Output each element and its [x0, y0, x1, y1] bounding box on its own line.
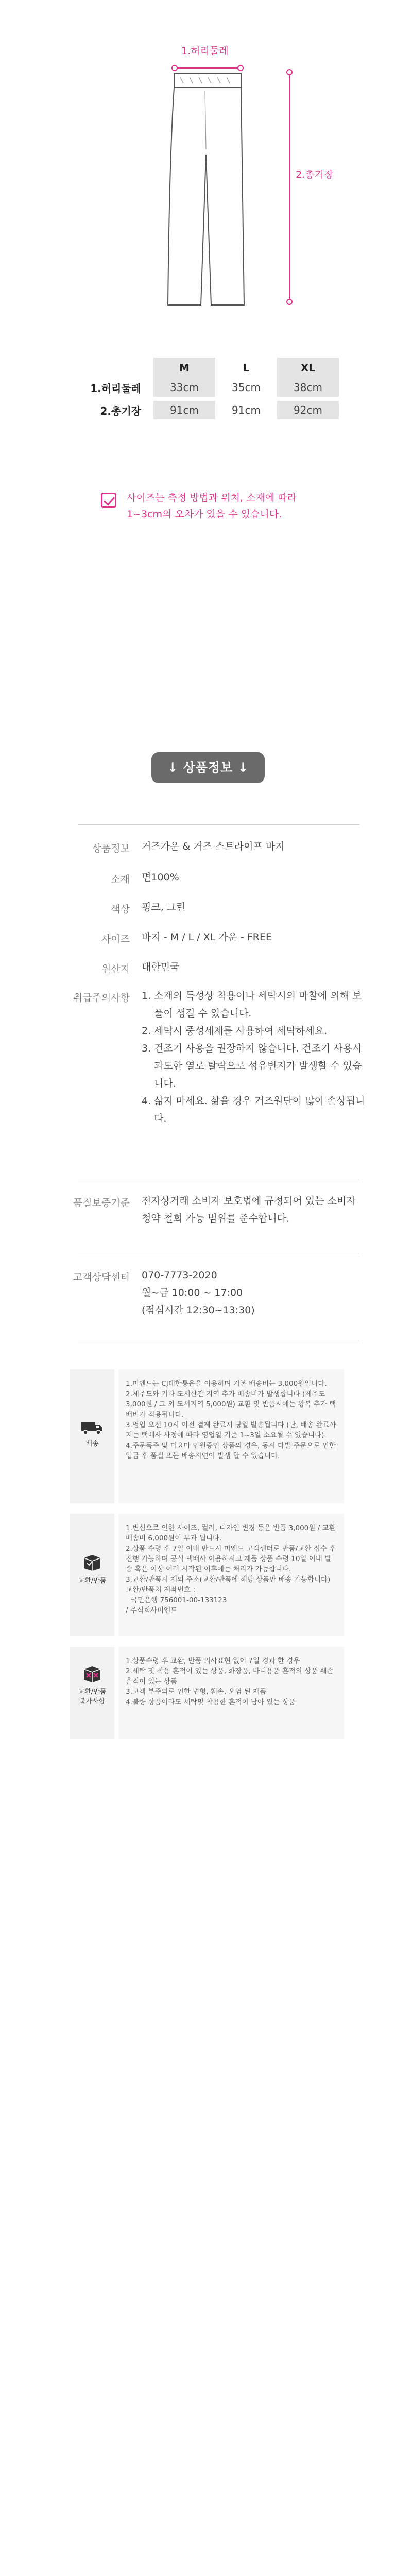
cs-hours: 월~금 10:00 ~ 17:00 [142, 1287, 243, 1298]
unavailable-title: 교환/반품 불가사항 [78, 1688, 107, 1705]
notice-line-2: 1~3cm의 오차가 있을 수 있습니다. [127, 509, 282, 520]
box-icon [82, 1553, 102, 1571]
size-label: 사이즈 [101, 934, 130, 945]
waist-measure-line [172, 65, 243, 71]
unavailable-list [126, 1656, 337, 1707]
delivery-list [126, 1379, 337, 1461]
exchange-icon-col [70, 1514, 114, 1636]
size-diagram [0, 0, 412, 330]
size-header-l: L [243, 362, 250, 374]
waist-xl-value: 38cm [277, 378, 339, 399]
exchange-policy [70, 1514, 344, 1636]
list-item: 2.상품 수령 후 7일 이내 반드시 미엔드 고객센터로 반품/교환 접수 후 진행 가능하며 공식 택배사 이용하시고 제품 상품 수령 10일 이내 발송 혹은 이상 여러 시작된 이후에는 처리가 가능합니다. [126, 1545, 336, 1573]
color-value: 핑크, 그린 [142, 902, 186, 913]
length-measure-line [287, 70, 292, 304]
list-item: 3. 건조기 사용을 권장하지 않습니다. 건조기 사용시 과도한 열로 탈락으로 섬유변지가 발생할 수 있습니다. [142, 1043, 362, 1089]
cs-phone: 070-7773-2020 [142, 1269, 217, 1281]
product-name-label: 상품정보 [92, 843, 130, 854]
length-l-value: 91cm [215, 399, 277, 419]
list-item: 2.제주도와 기타 도서산간 지역 추가 배송비가 발생합니다 (제주도 3,000원 / 그 외 도서지역 5,000원) 교환 및 반품시에는 왕복 추가 택배비가 적용됩니다. [126, 1390, 336, 1419]
waist-l-value: 35cm [232, 381, 261, 394]
list-item: 교환/반품처 계좌번호 : [126, 1586, 196, 1594]
list-item: 4. 삶지 마세요. 삶을 경우 거즈원단이 많이 손상됩니다. [142, 1095, 365, 1124]
list-item: 3.영업 오전 10시 이전 결제 완료시 당일 발송됩니다 (단, 배송 완료까지는 택배사 사정에 따라 영업일 기준 1~3일 소요될 수 있습니다). [126, 1421, 336, 1439]
list-item: 4.주문폭주 및 미요마 인원증인 상품의 경우, 동시 다발 주문으로 인한 입금 후 품절 또는 배송지연이 발생 할 수 있습니다. [126, 1442, 336, 1460]
size-notice [101, 489, 348, 522]
blocked-box-icon [82, 1664, 102, 1683]
cs-label: 고객상담센터 [73, 1272, 130, 1283]
material-label: 소재 [111, 874, 130, 885]
list-item: 2. 세탁시 중성세제를 사용하여 세탁하세요. [142, 1025, 328, 1037]
table-row [73, 399, 339, 419]
origin-value: 대한민국 [142, 961, 180, 973]
size-header-row [73, 358, 339, 378]
care-label: 취급주의사항 [73, 992, 130, 1004]
divider [78, 824, 359, 825]
origin-label: 원산지 [101, 963, 130, 975]
warranty-label: 품질보증기준 [73, 1197, 130, 1209]
length-m-value: 91cm [153, 399, 215, 419]
cs-lunch: (점심시간 12:30~13:30) [142, 1304, 255, 1316]
notice-line-1: 사이즈는 측정 방법과 위치, 소재에 따라 [127, 492, 297, 503]
waist-m-value: 33cm [153, 378, 215, 399]
care-list [142, 987, 368, 1127]
exchange-text [118, 1514, 344, 1636]
size-header-m: M [153, 358, 215, 378]
pants-outline [168, 73, 244, 305]
delivery-text [118, 1369, 344, 1503]
product-info-heading: ↓ 상품정보 ↓ [151, 752, 265, 783]
row-label-waist: 1.허리둘레 [90, 382, 141, 395]
cs-value [142, 1266, 368, 1319]
list-item: 1.상품수령 후 교환, 반품 의사표현 없이 7일 경과 한 경우 [126, 1657, 300, 1665]
row-label-length: 2.총기장 [73, 399, 153, 419]
length-label: 2.총기장 [296, 169, 334, 180]
check-icon [101, 493, 116, 508]
exchange-list [126, 1523, 337, 1616]
list-item: 1.변심으로 인한 사이즈, 컬러, 디자인 변경 등은 반품 3,000원 / 교환 배송비 6,000원이 부과 됩니다. [126, 1524, 336, 1543]
exchange-title: 교환/반품 [78, 1577, 107, 1585]
unavailable-icon-col [70, 1647, 114, 1739]
length-xl-value: 92cm [277, 399, 339, 419]
list-item: / 주식회사미엔드 [126, 1606, 178, 1615]
unavailable-policy [70, 1647, 344, 1739]
unavailable-text [118, 1647, 344, 1739]
care-value [142, 987, 368, 1127]
list-item: 1.미엔드는 CJ대한통운을 이용하며 기본 배송비는 3,000원입니다. [126, 1380, 327, 1388]
size-header-xl: XL [277, 358, 339, 378]
delivery-icon-col [70, 1369, 114, 1503]
delivery-title: 배송 [85, 1440, 99, 1448]
list-item: 4.불량 상품이라도 세탁및 착용한 흔적이 남아 있는 상품 [126, 1698, 296, 1706]
warranty-value: 전자상거래 소비자 보호법에 규정되어 있는 소비자 청약 철회 가능 범위를 준수합니다. [142, 1195, 356, 1224]
color-label: 색상 [111, 904, 130, 915]
size-value: 바지 - M / L / XL 가운 - FREE [142, 931, 272, 943]
size-table [73, 358, 339, 419]
truck-icon [81, 1420, 104, 1435]
size-header-blank [73, 358, 153, 378]
material-value: 면100% [142, 872, 179, 883]
delivery-policy [70, 1369, 344, 1503]
table-row [73, 378, 339, 399]
list-item: 3.교환/반품시 제외 주소(교환/반품에 해당 상품만 배송 가능합니다) [126, 1575, 331, 1584]
list-item: 3.고객 부주의로 인한 변형, 훼손, 오염 된 제품 [126, 1688, 267, 1696]
product-name-value: 거즈가운 & 거즈 스트라이프 바지 [142, 841, 285, 852]
list-item: 국민은행 756001-00-133123 [131, 1596, 227, 1604]
list-item: 2.세탁 및 착용 흔적이 있는 상품, 화장품, 바디용품 흔적의 상품 훼손 흔적이 있는 상품 [126, 1667, 334, 1686]
list-item: 1. 소재의 특성상 착용이나 세탁시의 마찰에 의해 보풀이 생길 수 있습니다. [142, 990, 362, 1019]
waist-label: 1.허리둘레 [181, 45, 229, 57]
